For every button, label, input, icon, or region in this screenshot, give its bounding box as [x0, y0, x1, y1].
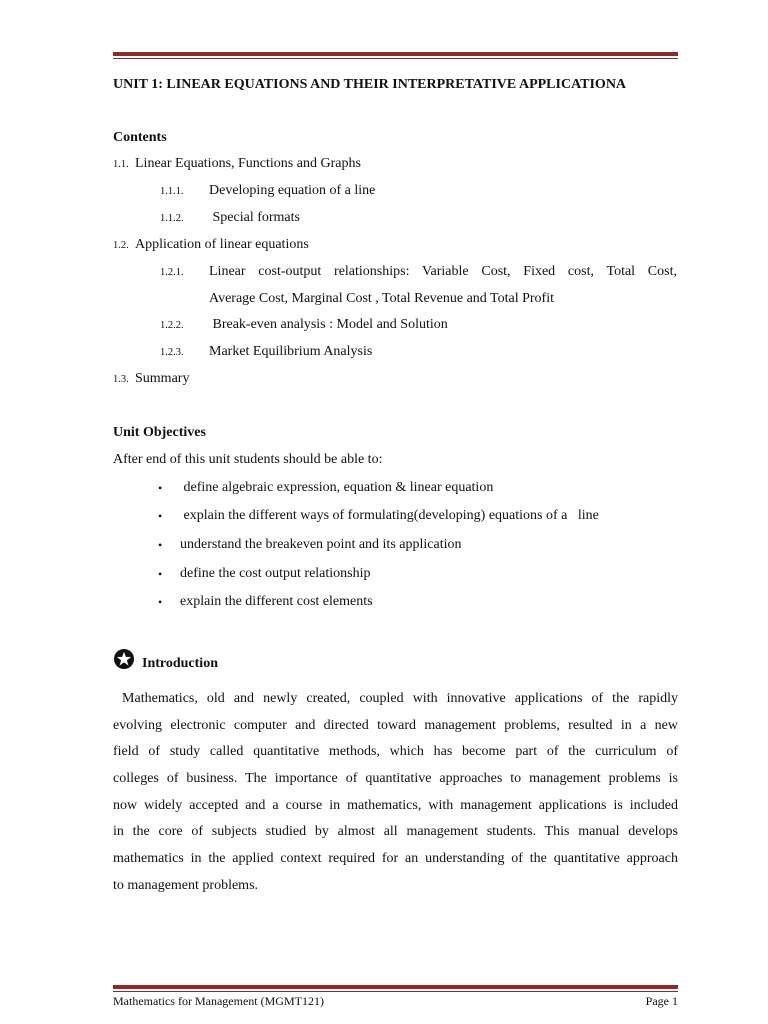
introduction-paragraph: [113, 686, 678, 900]
objective-item: define algebraic expression, equation & linear equation: [180, 480, 494, 495]
objective-item: explain the different ways of formulating(developing) equations of a line: [180, 508, 599, 523]
paragraph-line: evolving electronic computer and directed toward management problems, resulted in a new: [113, 717, 678, 733]
introduction-heading: Introduction: [142, 656, 218, 671]
footer-rule-thin: [113, 991, 678, 992]
bullet-icon: •: [158, 567, 163, 581]
header-rule-thin: [113, 58, 678, 59]
toc-number: 1.2.: [113, 240, 129, 251]
paragraph-line: to management problems.: [113, 877, 259, 893]
paragraph-line: in the core of subjects studied by almost all management students. This manual develops: [113, 824, 678, 840]
toc-item: Special formats: [209, 210, 300, 225]
bullet-icon: •: [158, 509, 163, 523]
toc-number: 1.2.3.: [160, 347, 184, 358]
paragraph-line: field of study called quantitative methods, which has become part of the curriculum of: [113, 744, 678, 760]
toc-number: 1.1.: [113, 159, 129, 170]
toc-number: 1.1.2.: [160, 213, 184, 224]
paragraph-line: colleges of business. The importance of quantitative approaches to management problems is: [113, 771, 678, 787]
header-rule-thick: [113, 52, 678, 56]
toc-item: Break-even analysis : Model and Solution: [209, 317, 448, 332]
objectives-heading: Unit Objectives: [113, 425, 206, 440]
objective-item: understand the breakeven point and its application: [180, 537, 462, 552]
toc-item: Linear cost-output relationships: Variable Cost, Fixed cost, Total Cost,: [209, 264, 677, 279]
toc-item: Market Equilibrium Analysis: [209, 344, 373, 359]
toc-item: Linear Equations, Functions and Graphs: [135, 156, 361, 171]
star-circle-icon: [113, 648, 135, 670]
toc-item: Application of linear equations: [135, 237, 309, 252]
toc-item: Developing equation of a line: [209, 183, 376, 198]
page-number: Page 1: [645, 994, 678, 1008]
footer-rule-thick: [113, 985, 678, 989]
bullet-icon: •: [158, 595, 163, 609]
toc-number: 1.2.1.: [160, 267, 184, 278]
objective-item: explain the different cost elements: [180, 594, 373, 609]
toc-number: 1.2.2.: [160, 320, 184, 331]
bullet-icon: •: [158, 481, 163, 495]
unit-title: UNIT 1: LINEAR EQUATIONS AND THEIR INTERPRETATIVE APPLICATIONA: [113, 77, 627, 92]
paragraph-line: Mathematics, old and newly created, coupled with innovative applications of the rapidly: [113, 691, 678, 706]
toc-number: 1.3.: [113, 374, 129, 385]
objective-item: define the cost output relationship: [180, 566, 371, 581]
paragraph-line: mathematics in the applied context required for an understanding of the quantitative approach: [113, 851, 678, 867]
bullet-icon: •: [158, 538, 163, 552]
contents-heading: Contents: [113, 130, 167, 145]
toc-item-continuation: Average Cost, Marginal Cost , Total Revenue and Total Profit: [209, 291, 555, 306]
paragraph-line: now widely accepted and a course in mathematics, with management applications is included: [113, 797, 678, 813]
footer-course-name: Mathematics for Management (MGMT121): [113, 994, 324, 1008]
objectives-intro: After end of this unit students should be able to:: [113, 452, 383, 467]
toc-number: 1.1.1.: [160, 186, 184, 197]
toc-item: Summary: [135, 371, 190, 386]
